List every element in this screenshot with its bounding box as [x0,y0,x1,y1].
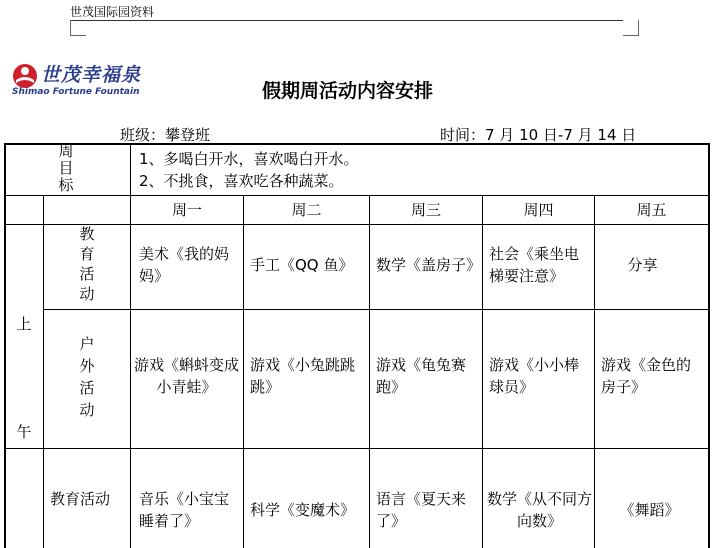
activity-cell: 科学《变魔术》 [250,501,356,519]
activity-cell: 音乐《小宝宝睡着了》 [139,490,230,530]
row-label-education: 教育活动 [79,225,95,303]
time-info: 时间：7 月 10 日-7 月 14 日 [440,126,637,144]
day-header-mon: 周一 [171,201,202,219]
activity-cell: 游戏《蝌蚪变成小青蛙》 [134,356,240,396]
day-header-wed: 周三 [410,201,441,219]
activity-cell: 游戏《龟兔赛跑》 [376,356,467,396]
margin-corner-right [623,20,639,36]
margin-corner-left [70,20,86,36]
activity-cell: 游戏《小兔跳跳跳》 [250,356,356,396]
activity-cell: 数学《盖房子》 [376,256,482,274]
header-rule [70,20,623,21]
goals-label: 周目标 [58,142,74,194]
document-title: 假期周活动内容安排 [262,80,434,102]
activity-cell: 《舞蹈》 [619,501,680,519]
activity-cell: 美术《我的妈妈》 [139,245,230,285]
logo-brand-en: Shimao Fortune Fountain [12,87,140,97]
logo-brand: 世茂幸福泉 [41,64,142,86]
activity-cell: 数学《从不同方向数》 [487,490,593,530]
page-header: 世茂国际园资料 [70,5,155,19]
activity-cell: 语言《夏天来了》 [376,490,467,530]
day-header-fri: 周五 [636,201,667,219]
row-label-education-2: 教育活动 [50,490,111,508]
logo [11,60,141,102]
activity-cell: 游戏《小小棒球员》 [489,356,580,396]
row-label-outdoor: 户外活动 [79,335,95,419]
activity-cell: 手工《QQ 鱼》 [250,256,354,274]
day-header-thu: 周四 [523,201,554,219]
goal-item: 1、多喝白开水，喜欢喝白开水。 [139,150,359,168]
activity-cell: 社会《乘坐电梯要注意》 [489,245,580,285]
day-header-tue: 周二 [291,201,322,219]
section-label: 上午 [16,315,32,441]
goal-item: 2、不挑食，喜欢吃各种蔬菜。 [139,172,344,190]
activity-cell: 分享 [627,256,658,274]
activity-cell: 游戏《金色的房子》 [601,356,692,396]
class-info: 班级：攀登班 [120,126,211,144]
